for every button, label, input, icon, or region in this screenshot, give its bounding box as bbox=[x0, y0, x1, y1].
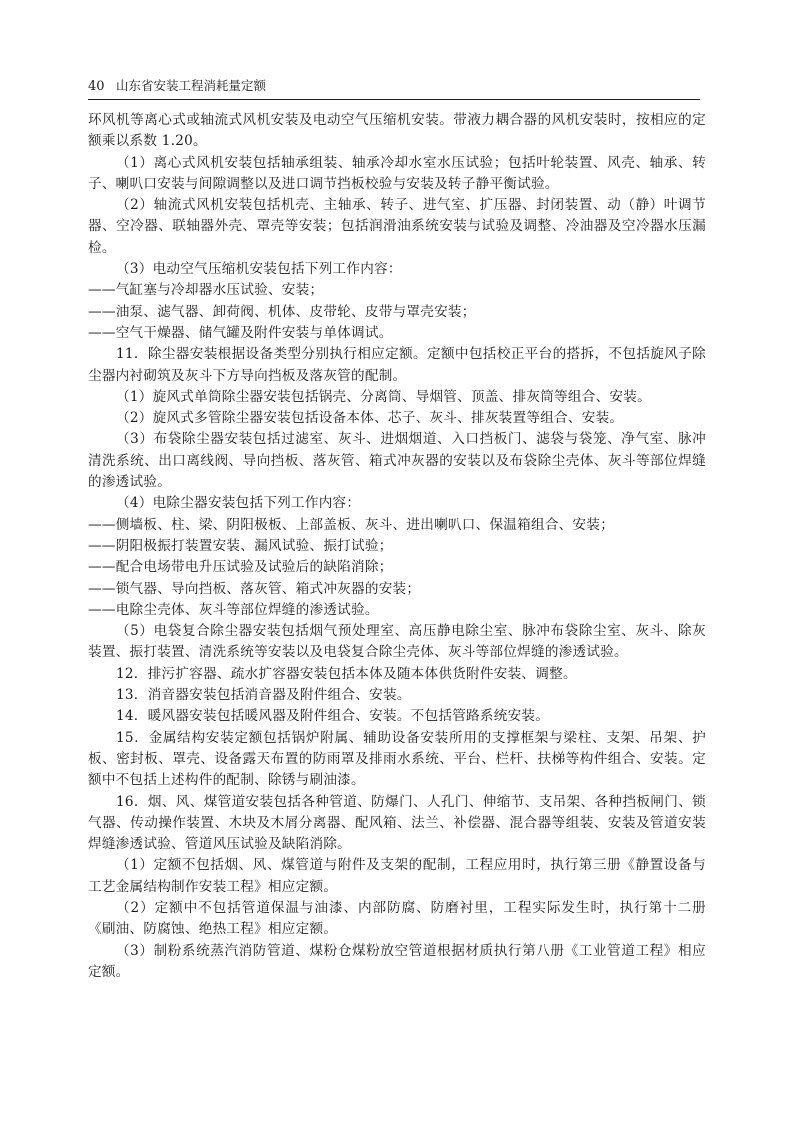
paragraph: 环风机等离心式或轴流式风机安装及电动空气压缩机安装。带液力耦合器的风机安装时，按相应的定额乘以系数 1.20。 bbox=[88, 112, 706, 150]
paragraph: ——电除尘壳体、灰斗等部位焊缝的渗透试验。 bbox=[88, 601, 379, 618]
header-rule bbox=[88, 99, 700, 100]
paragraph: 13．消音器安装包括消音器及附件组合、安装。 bbox=[116, 687, 411, 704]
running-header bbox=[88, 76, 700, 98]
paragraph: （3）制粉系统蒸汽消防管道、煤粉仓煤粉放空管道根据材质执行第八册《工业管道工程》相应定额。 bbox=[88, 942, 706, 980]
paragraph: ——锁气器、导向挡板、落灰管、箱式冲灰器的安装； bbox=[88, 580, 421, 597]
paragraph: 16．烟、风、煤管道安装包括各种管道、防爆门、人孔门、伸缩节、支吊架、各种挡板闸门、锁气器、传动操作装置、木块及木屑分离器、配风箱、法兰、补偿器、混合器等组装、安装及管道安装焊缝渗透试验、管道风压试验及缺陷消除。 bbox=[88, 793, 706, 853]
paragraph: （3）电动空气压缩机安装包括下列工作内容： bbox=[116, 261, 402, 278]
paragraph: ——侧墙板、柱、梁、阴阳极板、上部盖板、灰斗、进出喇叭口、保温箱组合、安装； bbox=[88, 516, 615, 533]
body-text bbox=[88, 110, 706, 983]
paragraph: 14．暖风器安装包括暖风器及附件组合、安装。不包括管路系统安装。 bbox=[116, 708, 550, 725]
paragraph: （2）定额中不包括管道保温与油漆、内部防腐、防磨衬里，工程实际发生时，执行第十二册《刷油、防腐蚀、绝热工程》相应定额。 bbox=[88, 899, 706, 938]
page-number: 40 bbox=[88, 79, 105, 94]
paragraph: （1）旋风式单筒除尘器安装包括锅壳、分离筒、导烟管、顶盖、排灰筒等组合、安装。 bbox=[116, 388, 651, 405]
paragraph: 15．金属结构安装定额包括锅炉附属、辅助设备安装所用的支撑框架与梁柱、支架、吊架、护板、密封板、罩壳、设备露天布置的防雨罩及排雨水系统、平台、栏杆、扶梯等构件组合、安装。定额中不包括上述构件的配制、除锈与刷油漆。 bbox=[88, 729, 706, 789]
paragraph: ——气缸塞与冷却器水压试验、安装； bbox=[88, 282, 324, 299]
book-title: 山东省安装工程消耗量定额 bbox=[116, 78, 267, 93]
paragraph: ——油泵、滤气器、卸荷阀、机体、皮带轮、皮带与罩壳安装； bbox=[88, 303, 476, 320]
paragraph: ——空气干燥器、储气罐及附件安装与单体调试。 bbox=[88, 324, 393, 341]
paragraph: （2）旋风式多管除尘器安装包括设备本体、芯子、灰斗、排灰装置等组合、安装。 bbox=[116, 410, 624, 427]
paragraph: 12．排污扩容器、疏水扩容器安装包括本体及随本体供货附件安装、调整。 bbox=[116, 665, 577, 682]
paragraph: （3）布袋除尘器安装包括过滤室、灰斗、进烟烟道、入口挡板门、滤袋与袋笼、净气室、脉冲清洗系统、出口离线阀、导向挡板、落灰管、箱式冲灰器的安装以及布袋除尘壳体、灰斗等部位焊缝的渗透试验。 bbox=[88, 431, 706, 491]
paragraph: （4）电除尘器安装包括下列工作内容： bbox=[116, 495, 361, 512]
paragraph: ——阴阳极振打装置安装、漏风试验、振打试验； bbox=[88, 537, 393, 554]
paragraph: （5）电袋复合除尘器安装包括烟气预处理室、高压静电除尘室、脉冲布袋除尘室、灰斗、除灰装置、振打装置、清洗系统等安装以及电袋复合除尘壳体、灰斗等部位焊缝的渗透试验。 bbox=[88, 623, 706, 661]
paragraph: ——配合电场带电升压试验及试验后的缺陷消除； bbox=[88, 559, 393, 576]
paragraph: 11．除尘器安装根据设备类型分别执行相应定额。定额中包括校正平台的搭拆，不包括旋风子除尘器内衬砌筑及灰斗下方导向挡板及落灰管的配制。 bbox=[88, 346, 706, 384]
paragraph: （2）轴流式风机安装包括机壳、主轴承、转子、进气室、扩压器、封闭装置、动（静）叶调节器、空冷器、联轴器外壳、罩壳等安装；包括润滑油系统安装与试验及调整、冷油器及空冷器水压漏检。 bbox=[88, 197, 706, 256]
paragraph: （1）离心式风机安装包括轴承组装、轴承冷却水室水压试验；包括叶轮装置、风壳、轴承、转子、喇叭口安装与间隙调整以及进口调节挡板校验与安装及转子静平衡试验。 bbox=[88, 154, 706, 192]
paragraph: （1）定额不包括烟、风、煤管道与附件及支架的配制，工程应用时，执行第三册《静置设备与工艺金属结构制作安装工程》相应定额。 bbox=[88, 857, 706, 895]
